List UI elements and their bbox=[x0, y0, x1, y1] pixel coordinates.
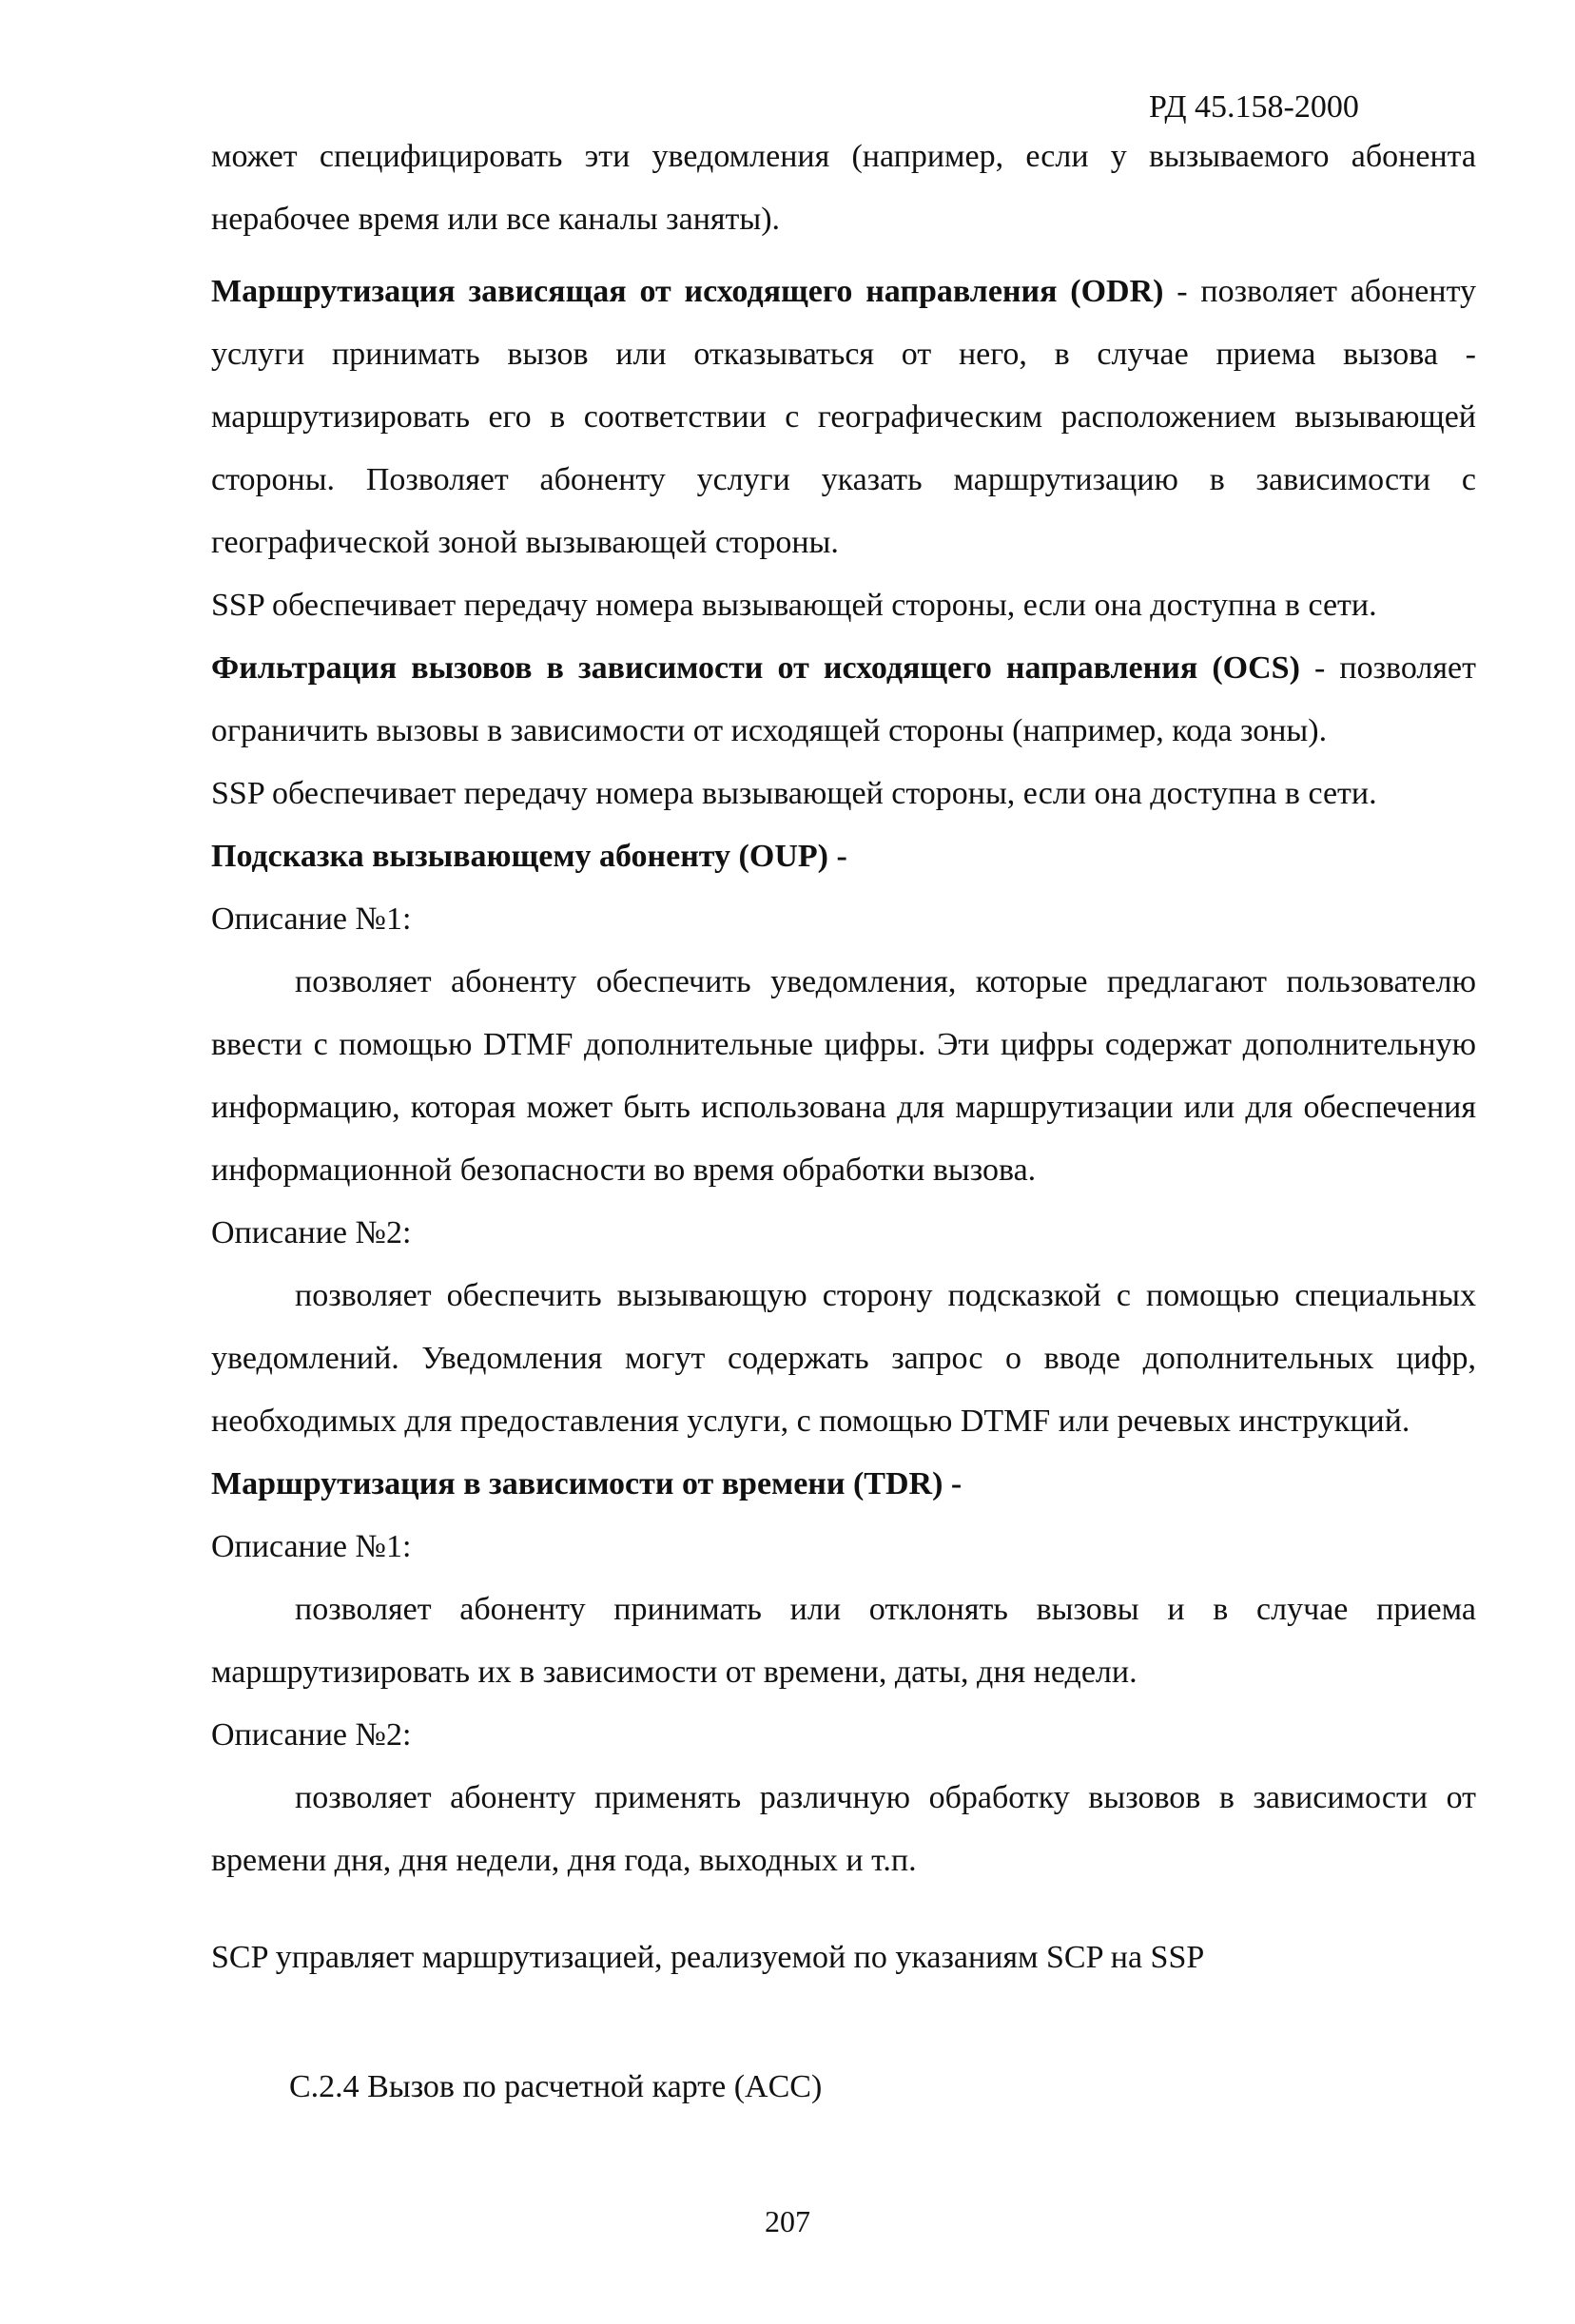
oup-description-2-label: Описание №2: bbox=[211, 1215, 412, 1250]
paragraph-scp: SCP управляет маршрутизацией, реализуемой по указаниям SCP на SSP bbox=[211, 1940, 1205, 1975]
oup-description-1-text: позволяет абоненту обеспечить уведомления, которые предлагают пользователю ввести с помощью DTMF дополнительные цифры. Эти цифры содержат дополнительную информацию, которая может быть использована для маршрутизации или для обеспечения информационной безопасности во время обработки вызова. bbox=[211, 964, 1476, 1188]
paragraph-odr bbox=[211, 261, 1476, 574]
document-code: РД 45.158-2000 bbox=[1149, 89, 1359, 125]
tdr-description-2-text: позволяет абоненту применять различную обработку вызовов в зависимости от времени дня, дня недели, дня года, выходных и т.п. bbox=[211, 1780, 1476, 1878]
document-body bbox=[211, 126, 1476, 2119]
tdr-description-2-label: Описание №2: bbox=[211, 1717, 412, 1753]
paragraph-ocs bbox=[211, 637, 1476, 763]
tdr-title: Маршрутизация в зависимости от времени (TDR) - bbox=[211, 1466, 962, 1501]
odr-text: - позволяет абоненту услуги принимать вызов или отказываться от него, в случае приема вызова - маршрутизировать его в соответствии с географическим расположением вызывающей стороны. Позволяет абоненту услуги указать маршрутизацию в зависимости с географической зоной вызывающей стороны. bbox=[211, 274, 1476, 560]
paragraph-intro: может специфицировать эти уведомления (например, если у вызываемого абонента нерабочее время или все каналы заняты). bbox=[211, 139, 1476, 237]
page-number: 207 bbox=[765, 2204, 810, 2238]
oup-description-1-label: Описание №1: bbox=[211, 901, 412, 937]
oup-title: Подсказка вызывающему абоненту (OUP) - bbox=[211, 839, 847, 874]
paragraph-ssp-1: SSP обеспечивает передачу номера вызывающей стороны, если она доступна в сети. bbox=[211, 588, 1377, 623]
spacer bbox=[211, 1892, 1476, 1927]
spacer bbox=[211, 1989, 1476, 2056]
oup-description-2-text: позволяет обеспечить вызывающую сторону подсказкой с помощью специальных уведомлений. Уведомления могут содержать запрос о вводе дополнительных цифр, необходимых для предоставления услуги, с помощью DTMF или речевых инструкций. bbox=[211, 1278, 1476, 1439]
tdr-description-1-label: Описание №1: bbox=[211, 1529, 412, 1564]
odr-title: Маршрутизация зависящая от исходящего направления (ODR) bbox=[211, 274, 1164, 309]
paragraph-ssp-2: SSP обеспечивает передачу номера вызывающей стороны, если она доступна в сети. bbox=[211, 776, 1377, 811]
tdr-description-1-text: позволяет абоненту принимать или отклонять вызовы и в случае приема маршрутизировать их в зависимости от времени, даты, дня недели. bbox=[211, 1592, 1476, 1690]
ocs-text: - позволяет ограничить вызовы в зависимости от исходящей стороны (например, кода зоны). bbox=[211, 650, 1476, 748]
ocs-title: Фильтрация вызовов в зависимости от исходящего направления (OCS) bbox=[211, 650, 1300, 686]
section-heading: С.2.4 Вызов по расчетной карте (ACC) bbox=[289, 2069, 823, 2104]
